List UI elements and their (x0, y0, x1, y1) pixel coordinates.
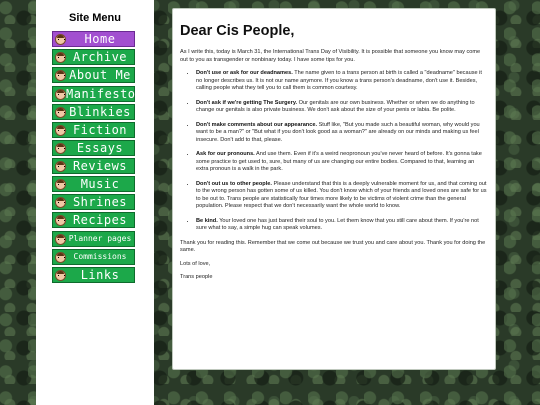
face-icon (55, 179, 66, 190)
menu-item-label: Links (80, 268, 120, 282)
tip-body: Your loved one has just bared their soul to you. Let them know that you still care about them. If you're not sure what to say, a simple hug can speak volumes. (196, 217, 479, 231)
face-icon (55, 161, 66, 172)
tip-item (196, 151, 488, 174)
face-icon (55, 52, 66, 63)
page-title: Dear Cis People, (180, 23, 295, 39)
tip-body: The name given to a trans person at birth is called a "deadname" because it no longer describes us. It is not our name anymore. If you know a trans person's deadname, don't use it. Besides, calling people what they tell you to call them is common courtesy. (196, 70, 482, 91)
face-icon (55, 270, 66, 281)
closing-paragraph: Thank you for reading this. Remember that we come out because we trust you and care about you. Thank you for doing the same. (180, 239, 486, 253)
tip-item (196, 181, 488, 211)
tip-item (196, 122, 488, 145)
menu-item-label: Essays (76, 141, 124, 155)
tip-item (196, 100, 488, 115)
tip-body: Our genitals are our own business. Whether or when we do anything to change our genitals is also private business. We don't ask about the size of your penis or labia. Be polite. (196, 99, 475, 113)
menu-item-blinkies[interactable] (52, 104, 135, 120)
tip-heading: Don't make comments about our appearance. (196, 121, 318, 128)
menu-item-shrines[interactable] (52, 194, 135, 210)
tip-heading: Ask for our pronouns. (196, 151, 255, 157)
menu-item-label: Home (84, 32, 116, 46)
tip-item (196, 218, 488, 233)
signoff: Lots of love, (180, 260, 211, 267)
menu-item-about-me[interactable] (52, 67, 135, 83)
menu-item-archive[interactable] (52, 49, 135, 65)
tips-list (180, 70, 488, 233)
tip-heading: Don't out us to other people. (196, 180, 272, 187)
menu-item-commissions[interactable] (52, 249, 135, 265)
face-icon (55, 125, 66, 136)
menu-item-label: Manifesto (66, 87, 136, 101)
menu-item-label: Fiction (72, 123, 128, 137)
menu-item-label: Archive (72, 50, 128, 64)
face-icon (55, 252, 66, 263)
menu-item-label: Recipes (72, 213, 128, 227)
face-icon (55, 143, 66, 154)
signature: Trans people (180, 274, 213, 280)
main-content (172, 8, 496, 370)
menu-item-music[interactable] (52, 176, 135, 192)
face-icon (55, 107, 66, 118)
menu-item-links[interactable] (52, 267, 135, 283)
tip-item (196, 70, 488, 93)
menu-item-manifesto[interactable] (52, 86, 135, 102)
face-icon (55, 70, 66, 81)
face-icon (55, 89, 66, 100)
menu-item-label: Shrines (72, 195, 128, 209)
menu-item-label: Music (80, 177, 120, 191)
face-icon (55, 215, 66, 226)
menu-item-planner-pages[interactable] (52, 231, 135, 247)
tip-body: Please understand that this is a deeply vulnerable moment for us, and that coming out to the wrong person has gotten some of us killed. You don't know which of your friends and loved ones are safe for us to be out to. Trans people are statistically four times more likely to be victims of violent crime than the general population. Please respect that we don't necessarily want the whole world to know. (196, 180, 487, 209)
menu-item-label: Planner pages (68, 234, 132, 243)
face-icon (55, 197, 66, 208)
menu-item-label: About Me (69, 68, 131, 82)
tip-heading: Be kind. (196, 217, 218, 224)
menu-item-recipes[interactable] (52, 212, 135, 228)
tip-body: And use them. Even if it's a weird neopronoun you've never heard of before. It's gonna take some practice to get used to, sure, but many of us are changing our entire bodies. Compared to that, learning an extra pronoun is a walk in the park. (196, 151, 482, 172)
intro-paragraph: As I write this, today is March 31, the International Trans Day of Visibility. It is possible that someone you know may come out to you as transgender or nonbinary today. I have some tips for you. (180, 49, 481, 63)
face-icon (55, 234, 66, 245)
sidebar-title: Site Menu (69, 12, 121, 24)
menu-item-reviews[interactable] (52, 158, 135, 174)
face-icon (55, 34, 66, 45)
tip-body: Stuff like, "But you made such a beautiful woman, why would you want to be a man?" or "But what if you don't look good as a woman?" are already on our minds and making us feel insecure. Don't add to that, please. (196, 121, 480, 143)
menu-item-label: Reviews (72, 159, 128, 173)
menu-item-fiction[interactable] (52, 122, 135, 138)
tip-heading: Don't use or ask for our deadnames. (196, 70, 293, 76)
menu-item-label: Commissions (73, 252, 127, 261)
tip-heading: Don't ask if we're getting The Surgery. (196, 99, 298, 106)
sidebar (36, 0, 154, 405)
menu-item-essays[interactable] (52, 140, 135, 156)
menu-item-home[interactable] (52, 31, 135, 47)
menu-item-label: Blinkies (69, 105, 131, 119)
